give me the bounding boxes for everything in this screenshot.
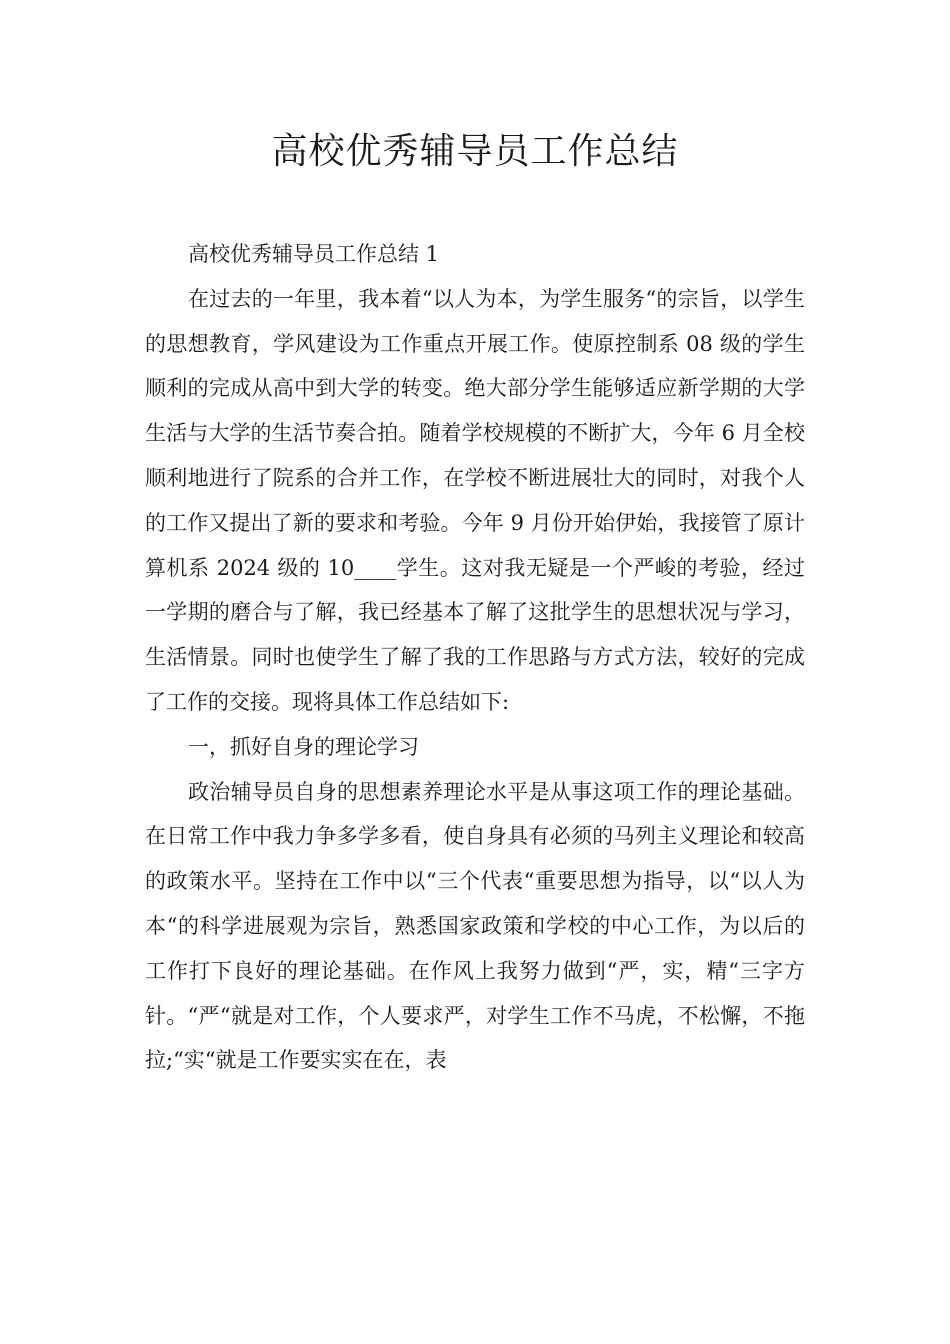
document-body	[145, 232, 805, 1083]
intro-paragraph: 在过去的一年里，我本着“以人为本，为学生服务“的宗旨，以学生的思想教育，学风建设为工作重点开展工作。使原控制系 08 级的学生顺利的完成从高中到大学的转变。绝大部分学生能够适应新学期的大学生活与大学的生活节奏合拍。随着学校规模的不断扩大，今年 6 月全校顺利地进行了院系的合并工作，在学校不断进展壮大的同时，对我个人的工作又提出了新的要求和考验。今年 9 月份开始伊始，我接管了原计算机系 2024 级的 10____学生。这对我无疑是一个严峻的考验，经过一学期的磨合与了解，我已经基本了解了这批学生的思想状况与学习，生活情景。同时也使学生了解了我的工作思路与方式方法，较好的完成了工作的交接。现将具体工作总结如下:	[145, 286, 805, 714]
section-paragraph: 政治辅导员自身的思想素养理论水平是从事这项工作的理论基础。在日常工作中我力争多学多看，使自身具有必须的马列主义理论和较高的政策水平。坚持在工作中以“三个代表“重要思想为指导，以“以人为本“的科学进展观为宗旨，熟悉国家政策和学校的中心工作，为以后的工作打下良好的理论基础。在作风上我努力做到“严，实，精“三字方针。“严“就是对工作，个人要求严，对学生工作不马虎，不松懈，不拖拉;“实“就是工作要实实在在，表	[145, 779, 805, 1073]
document-title: 高校优秀辅导员工作总结	[271, 131, 679, 172]
subtitle-paragraph: 高校优秀辅导员工作总结 1	[188, 242, 440, 266]
section-heading: 一，抓好自身的理论学习	[188, 734, 419, 759]
